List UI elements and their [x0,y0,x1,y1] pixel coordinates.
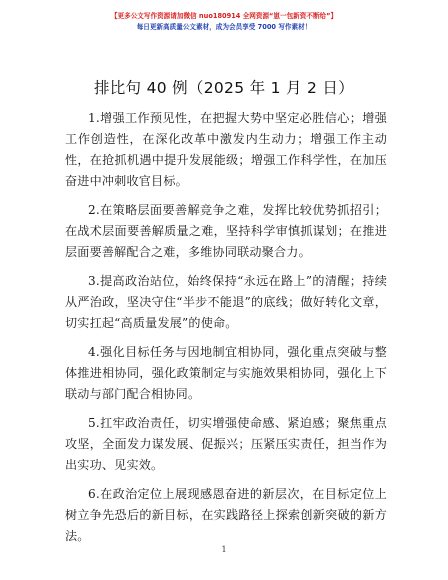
paragraph-6: 6.在政治定位上展现感恩奋进的新层次，在目标定位上树立争先恐后的新目标，在实践路径上探索创新突破的新方法。 [65,487,387,543]
paragraph-2: 2.在策略层面要善解竞争之难，发挥比较优势抓招引；在战术层面要善解质量之难，坚持科学审慎抓谋划；在推进层面要善解配合之难，多维协同联动聚合力。 [65,203,387,259]
promo-line-blue: 每日更新高质量公文素材，成为会员享受 7000 写作素材！ [136,23,312,31]
paragraph-5: 5.扛牢政治责任，切实增强使命感、紧迫感；聚焦重点攻坚，全面发力谋发展、促振兴；压紧压实责任，担当作为出实功、见实效。 [65,416,387,472]
page-number: 1 [221,545,227,554]
document-body [65,108,387,555]
paragraph-4: 4.强化目标任务与因地制宜相协同，强化重点突破与整体推进相协同，强化政策制定与实施效果相协同，强化上下联动与部门配合相协同。 [65,345,387,401]
document-title: 排比句 40 例（2025 年 1 月 2 日） [93,79,355,97]
paragraph-1: 1.增强工作预见性，在把握大势中坚定必胜信心；增强工作创造性，在深化改革中激发内生动力；增强工作主动性，在抢抓机遇中提升发展能级；增强工作科学性，在加压奋进中冲刺收官目标。 [65,111,387,188]
promo-line-red: 【更多公文写作资源请加微信 nuo180914 全网资源“崽一包新资不断给”】 [110,12,338,20]
paragraph-3: 3.提高政治站位，始终保持“永远在路上”的清醒；持续从严治政，坚决守住“半步不能退”的底线；做好转化文章，切实扛起“高质量发展”的使命。 [65,274,387,330]
header-banner [0,12,448,32]
